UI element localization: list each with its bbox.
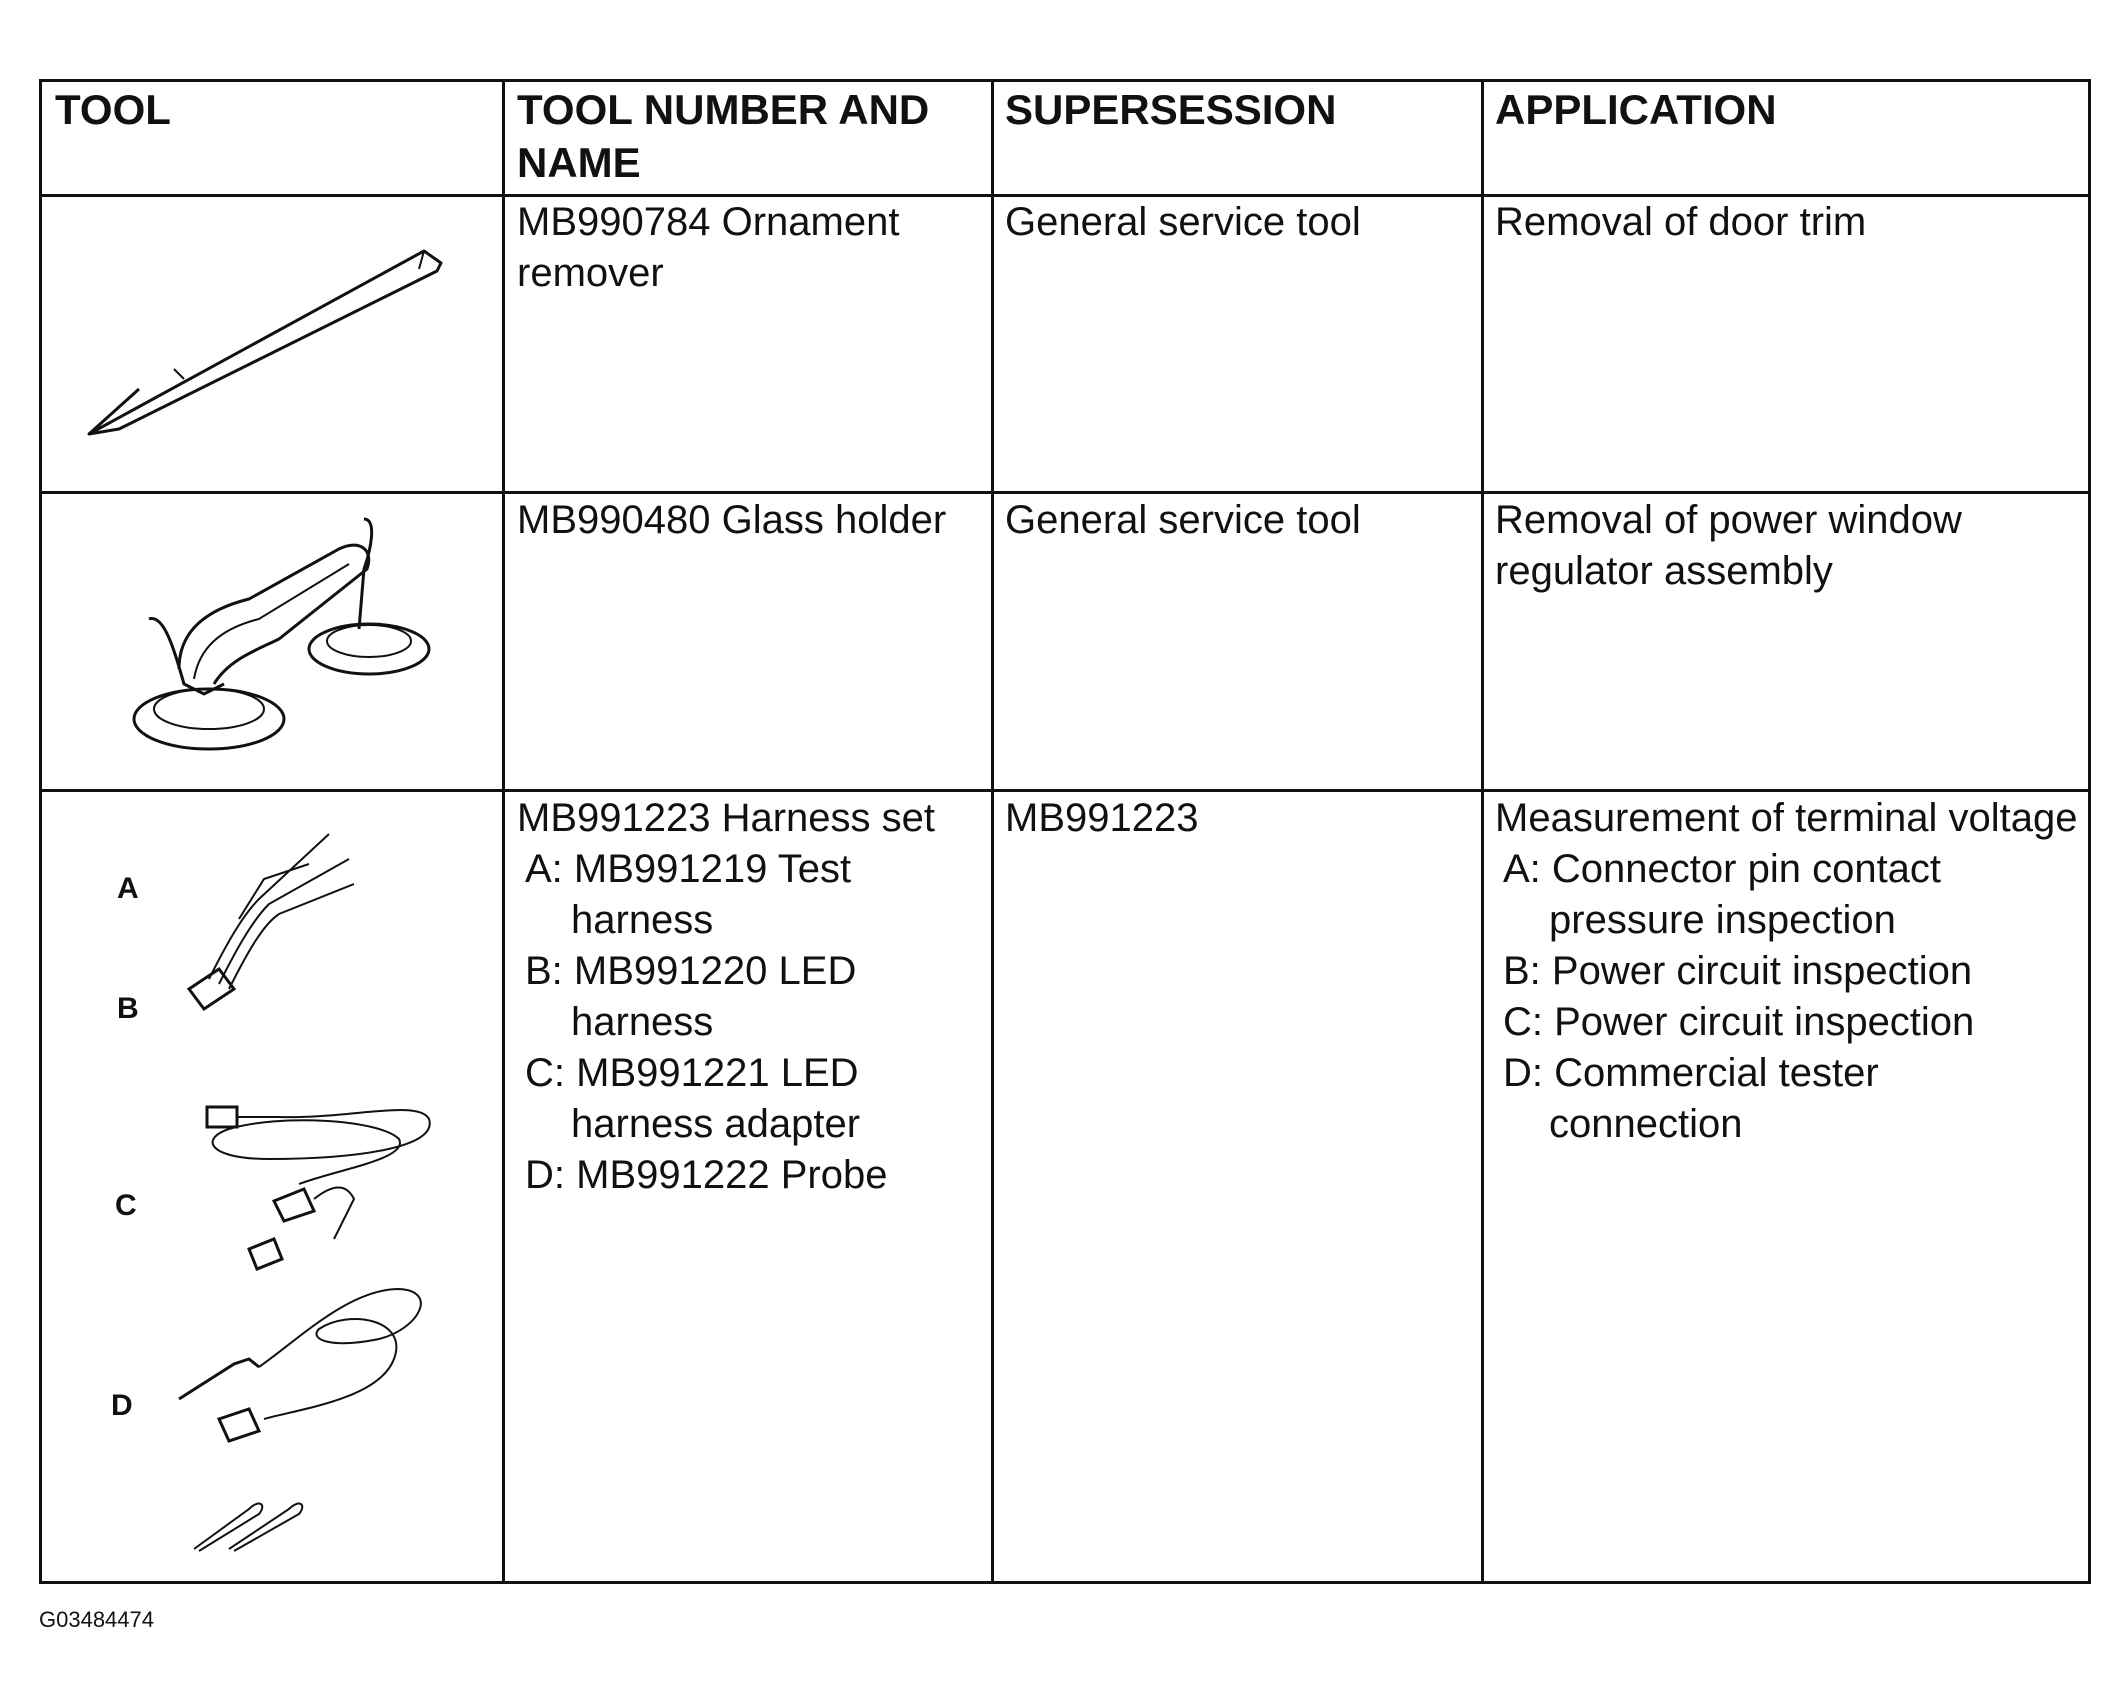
sub-item-letter: A: [525,847,563,891]
sub-item-text: MB991221 LED [576,1051,859,1095]
column-divider [1481,79,1484,1584]
header-application: APPLICATION [1495,86,1777,133]
table-cell-application [1495,793,2080,1150]
table-cell-supersession: General service tool [1005,498,1361,542]
application-item-letter: B: [1503,949,1541,993]
sub-item-letter: C: [525,1051,565,1095]
column-divider [991,79,994,1584]
sub-item-text: MB991222 Probe [576,1153,888,1197]
header-tool: TOOL [55,86,171,133]
sub-item [517,844,987,946]
header-tool-number-and-name: TOOL NUMBER AND NAME [517,86,930,186]
sub-item [517,1048,987,1150]
application-item-text: Power circuit inspection [1551,949,1973,993]
sub-item-text: MB991220 LED [573,949,857,993]
application-item-text-cont: connection [1549,1102,1743,1146]
table-cell-tool-name [517,793,987,1201]
table-cell-tool-name: MB990784 Ornament remover [517,200,900,295]
table-cell-supersession: General service tool [1005,200,1361,244]
tool-label-a: A [117,872,139,905]
column-divider [502,79,505,1584]
application-item-text: Connector pin contact [1551,847,1942,891]
sub-item-letter: D: [525,1153,565,1197]
tool-name-main: MB991223 Harness set [517,796,936,840]
application-item [1495,1048,2080,1150]
sub-item-text-cont: harness [571,898,714,942]
application-item-letter: A: [1503,847,1541,891]
table-border-top [39,79,2091,82]
application-main: Measurement of terminal voltage [1495,796,2078,840]
probe-icon [189,1449,369,1559]
application-item [1495,946,2080,997]
ornament-remover-icon [79,229,459,459]
application-item-letter: D: [1503,1051,1543,1095]
figure-code: G03484474 [39,1607,154,1632]
sub-item [517,1150,987,1201]
table-border-bottom [39,1581,2091,1584]
application-item-text: Power circuit inspection [1554,1000,1975,1044]
sub-item-text: MB991219 Test [573,847,852,891]
table-cell-application: Removal of power window regulator assembly [1495,498,1962,593]
tool-label-b: B [117,992,139,1025]
application-item [1495,844,2080,946]
table-cell-supersession: MB991223 [1005,796,1199,840]
sub-item [517,946,987,1048]
application-item-letter: C: [1503,1000,1543,1044]
table-border-right [2088,79,2091,1584]
table-cell-application: Removal of door trim [1495,200,1867,244]
row-divider [39,491,2091,494]
application-item-text-cont: pressure inspection [1549,898,1896,942]
tool-label-d: D [111,1389,133,1422]
special-tools-table [39,79,2091,1584]
tool-label-c: C [115,1189,137,1222]
sub-item-letter: B: [525,949,563,993]
sub-item-text-cont: harness [571,1000,714,1044]
application-item-text: Commercial tester [1554,1051,1879,1095]
row-divider [39,789,2091,792]
harness-set-icon [149,819,449,1469]
table-cell-tool-name: MB990480 Glass holder [517,498,947,542]
sub-item-text-cont: harness adapter [571,1102,861,1146]
table-border-left [39,79,42,1584]
application-item [1495,997,2080,1048]
header-supersession: SUPERSESSION [1005,86,1337,133]
glass-holder-icon [109,509,439,769]
